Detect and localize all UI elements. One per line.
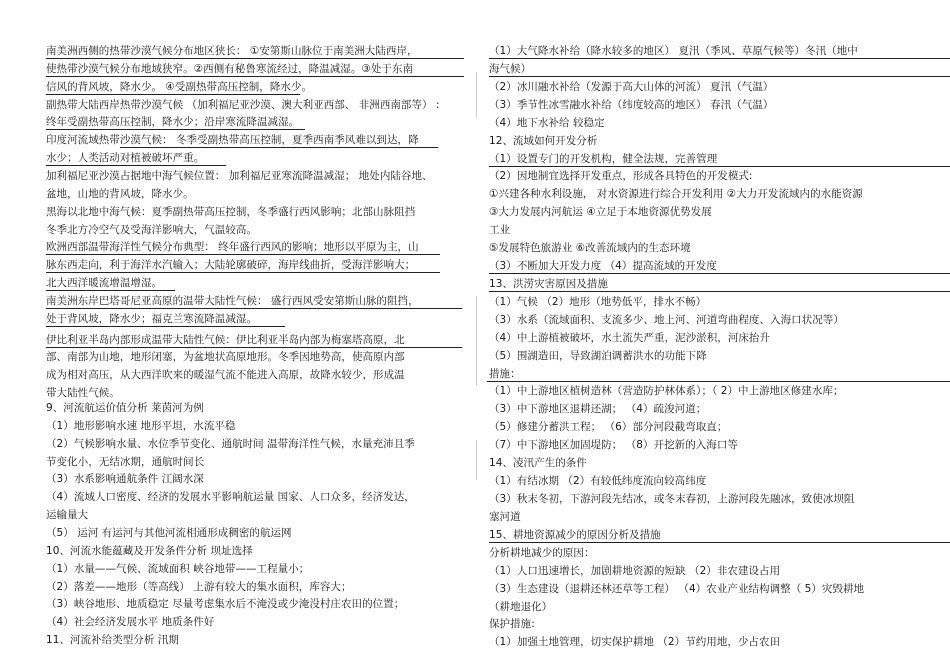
left-underline: [46, 254, 440, 255]
column-divider-top: [476, 72, 477, 118]
left-underline: [120, 147, 438, 148]
left-text-line: 水少；人类活动对植被破坏严重。: [46, 152, 205, 165]
right-text-line: （4）中上游植被破坏，水土流失严重，泥沙淤积，河床抬升: [489, 331, 771, 344]
left-underline: [46, 347, 462, 348]
right-text-line: 15、耕地资源减少的原因分析及措施: [489, 528, 661, 541]
left-text-line: 9、河流航运价值分析 莱茵河为例: [46, 402, 204, 414]
left-text-line: 欧洲西部温带海洋性气候分布典型： 终年盛行西风的影响；地形以平原为主，山: [46, 241, 419, 254]
right-underline: [489, 273, 950, 274]
left-text-line: 黑海以北地中海气候：夏季副热带高压控制，冬季盛行西风影响；北部山脉阻挡: [46, 205, 416, 218]
left-text-line: （2）气候影响水量、水位季节变化、通航时间 温带海洋性气候，水量充沛且季: [46, 437, 415, 450]
right-underline: [489, 291, 950, 292]
right-text-line: （3）不断加大开发力度 （4）提高流域的开发度: [489, 260, 717, 273]
left-text-line: 北大西洋暖流增温增湿。: [46, 277, 163, 290]
right-text-line: （1）中上游地区植树造林（营造防护林体系）；（ 2）中上游地区修建水库；: [489, 385, 844, 398]
left-text-line: 使热带沙漠气候分布地域狭窄。②西侧有秘鲁寒流经过，降温减湿。③处于东南: [46, 62, 414, 75]
right-text-line: （3）水系（流域面积、支流多少、地上河、河道弯曲程度、入海口状况等）: [489, 313, 844, 326]
left-text-line: 处于背风坡，降水少；福克兰寒流降温减湿。: [46, 312, 257, 325]
left-text-line: 副热带大陆西岸热带沙漠气候 （加利福尼亚沙漠、澳大利亚西部、 非洲西南部等） :: [46, 98, 440, 111]
left-text-line: 11、河流补给类型分析 汛期: [46, 634, 179, 647]
left-text-line: 运输量大: [46, 509, 89, 522]
left-text-line: （4）流域人口密度、经济的发展水平影响航运量 国家、人口众多，经济发达，: [46, 491, 415, 504]
right-text-line: （1）人口迅速增长，加剧耕地资源的短缺 （2）非农建设占用: [489, 564, 781, 577]
right-underline: [487, 381, 950, 382]
right-text-line: （1）大气降水补给（降水较多的地区） 夏汛（季风、草原气候等）冬汛（地中: [489, 45, 858, 57]
left-text-line: 10、河流水能蕴藏及开发条件分析 坝址选择: [46, 544, 253, 557]
left-text-line: （3）水系影响通航条件 江阔水深: [46, 473, 204, 486]
left-underline: [46, 165, 226, 166]
left-text-line: （2）落差——地形（等高线） 上游有较大的集水面积，库容大；: [46, 580, 352, 593]
left-text-line: （1）地形影响水速 地形平坦，水流平稳: [46, 419, 236, 432]
right-text-line: 保护措施:: [489, 618, 535, 631]
left-text-line: 终年受副热带高压控制，降水少；沿岸寒流降温减湿。: [46, 116, 300, 129]
left-underline: [46, 290, 175, 291]
left-underline: [46, 94, 300, 95]
right-text-line: 12、流域如何开发分析: [489, 134, 598, 147]
right-text-line: 塞河道: [489, 510, 521, 523]
right-text-line: 措施：: [489, 367, 521, 380]
left-text-line: 南美洲东岸巴塔哥尼亚高原的温带大陆性气候： 盛行西风受安第斯山脉的阻挡，: [46, 294, 419, 307]
right-text-line: （7）中下游地区加固堤防； （8）开挖新的入海口等: [489, 439, 738, 452]
right-underline: [489, 166, 950, 167]
right-text-line: （1）有结冰期 （2）有较低纬度流向较高纬度: [489, 475, 707, 488]
left-underline: [46, 76, 464, 77]
right-text-line: （1）设置专门的开发机构，健全法规，完善管理: [489, 152, 718, 165]
left-underline: [46, 272, 440, 273]
right-text-line: 14、凌汛产生的条件: [489, 457, 587, 470]
right-text-line: ③大力发展内河航运 ④立足于本地资源优势发展: [489, 206, 712, 219]
right-text-line: （耕地退化）: [489, 600, 553, 613]
right-text-line: （3）季节性冰雪融水补给（纬度较高的地区） 春汛（气温）: [489, 98, 774, 111]
left-text-line: （4）社会经济发展水平 地质条件好: [46, 616, 215, 629]
right-text-line: （4）地下水补给 较稳定: [489, 116, 605, 129]
right-text-line: （3）中下游地区退耕还湖； （4）疏浚河道；: [489, 403, 707, 416]
left-text-line: 盆地，山地的背风坡，降水少。: [46, 187, 194, 200]
right-text-line: （2）冰川融水补给（发源于高大山体的河流） 夏汛（气温）: [489, 80, 774, 93]
left-text-line: 冬季北方冷空气及受海洋影响大，气温较高。: [46, 223, 257, 236]
right-text-line: （3）生态建设（退耕还林还草等工程） （4）农业产业结构调整（ 5）灾毁耕地: [489, 582, 865, 595]
right-text-line: 13、洪涝灾害原因及措施: [489, 277, 608, 290]
right-underline: [489, 542, 950, 543]
left-text-line: 脉东西走向，利于海洋水汽输入；大陆轮廓破碎，海岸线曲折，受海洋影响大；: [46, 259, 416, 272]
right-text-line: （3）秋末冬初，下游河段先结冰，或冬末春初，上游河段先融冰，致使冰坝阻: [489, 493, 855, 505]
left-text-line: 带大陆性气候。: [46, 387, 120, 400]
left-text-line: 南美洲西侧的热带沙漠气候分布地区狭长： ①安第斯山脉位于南美洲大陆西岸，: [46, 45, 418, 57]
right-text-line: （1）加强土地管理，切实保护耕地 （2）节约用地，少占农田: [489, 636, 781, 649]
left-text-line: 加利福尼亚沙漠占据地中海气候位置： 加利福尼亚寒流降温减湿； 地处内陆谷地、: [46, 169, 433, 182]
right-text-line: （2）因地制宜选择开发重点，形成各具特色的开发模式:: [489, 170, 753, 183]
left-underline: [46, 129, 305, 130]
right-text-line: 工业: [489, 224, 511, 237]
left-text-line: 印度河流域热带沙漠气候： 冬季受副热带高压控制，夏季西南季风难以到达，降: [46, 134, 419, 147]
left-text-line: 信风的背风坡，降水少。 ④受副热带高压控制，降水少。: [46, 80, 313, 93]
right-text-line: 分析耕地减少的原因：: [489, 546, 595, 559]
left-text-line: 节变化小，无结冰期，通航时间长: [46, 455, 205, 468]
right-underline: [489, 58, 950, 59]
right-text-line: ①兴建各种水利设施， 对水资源进行综合开发利用 ②大力开发流域内的水能资源: [489, 188, 863, 201]
left-underline: [46, 326, 285, 327]
right-text-line: ⑤发展特色旅游业 ⑥改善流域内的生态环境: [489, 242, 691, 255]
right-underline: [489, 76, 950, 77]
left-text-line: （3）峡谷地形、地质稳定 尽量考虑集水后不淹没或少淹没村庄农田的位置；: [46, 598, 405, 611]
right-text-line: （5）修建分蓄洪工程； （6）部分河段截弯取直；: [489, 421, 728, 434]
left-text-line: 伊比利亚半岛内部形成温带大陆性气候：伊比利亚半岛内部为梅塞塔高原，北: [46, 333, 405, 346]
left-underline: [46, 58, 464, 59]
left-text-line: （5） 运河 有运河与其他河流相通形成稠密的航运网: [46, 526, 292, 539]
column-divider-middle: [476, 296, 477, 386]
left-text-line: 成为相对高压，从大西洋吹来的暖湿气流不能进入高原，故降水较少，形成温: [46, 369, 405, 382]
left-text-line: （1）水量——气候、流域面积 峡谷地带——工程量小；: [46, 562, 310, 575]
left-underline: [46, 308, 462, 309]
right-text-line: （5）围湖造田，导致湖泊调蓄洪水的功能下降: [489, 349, 707, 362]
column-divider-bottom: [476, 440, 477, 480]
left-text-line: 部、南部为山地，地形闭塞，为盆地状高原地形。冬季因地势高，使高原内部: [46, 351, 405, 364]
right-text-line: 海气候）: [489, 62, 532, 75]
right-text-line: （1）气候 （2）地形（地势低平，排水不畅）: [489, 295, 707, 308]
